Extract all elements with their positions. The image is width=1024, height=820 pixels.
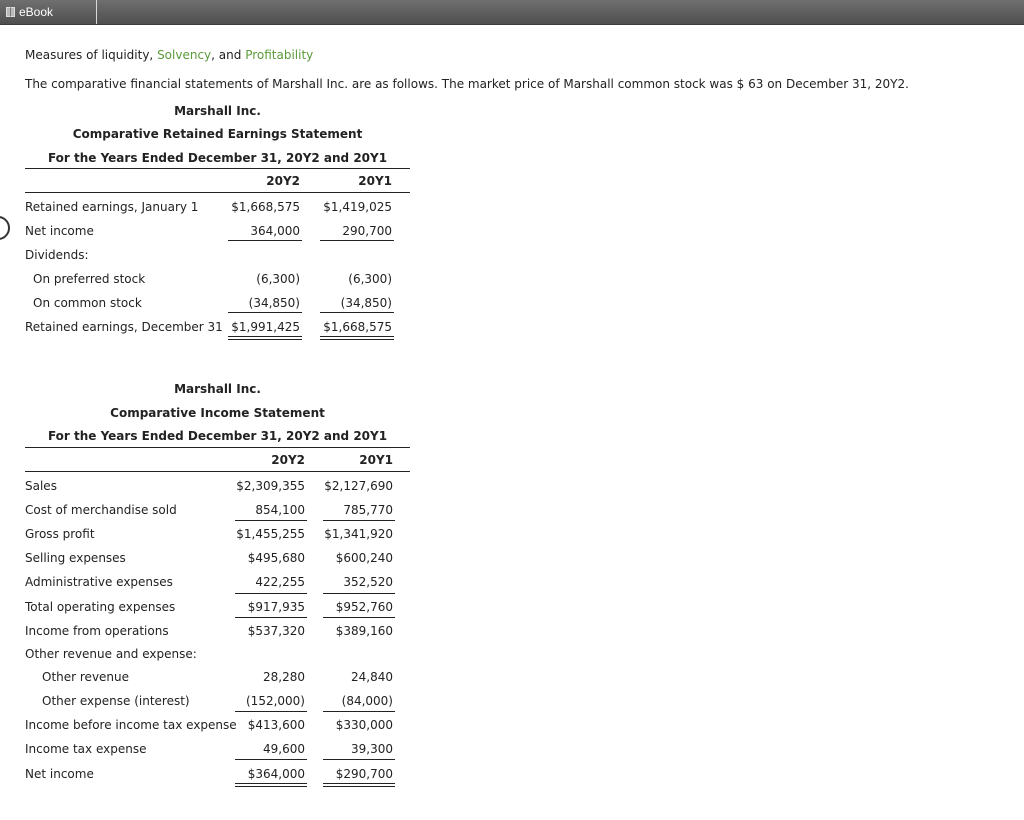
value-col-2: $952,760 xyxy=(335,600,393,614)
row-label: Net income xyxy=(25,224,94,238)
income-title: Comparative Income Statement xyxy=(110,406,325,420)
income-rule xyxy=(235,520,307,521)
retained-rule xyxy=(228,240,302,241)
income-rule xyxy=(323,593,395,594)
intro-text: The comparative financial statements of Marshall Inc. are as follows. The market price of Marshall common stock was $ 63 on December 31, 20Y2. xyxy=(25,77,909,91)
title-part-liquidity: Measures of liquidity, xyxy=(25,48,158,62)
value-col-2: (84,000) xyxy=(341,694,393,708)
value-col-1: 364,000 xyxy=(250,224,300,238)
ebook-tab[interactable] xyxy=(0,0,97,24)
title-link-profitability[interactable]: Profitability xyxy=(245,48,314,62)
value-col-2: $330,000 xyxy=(335,718,393,732)
value-col-2: 352,520 xyxy=(343,575,393,589)
ebook-tab-label: eBook xyxy=(19,5,54,19)
value-col-1: 854,100 xyxy=(255,503,305,517)
row-label: Administrative expenses xyxy=(25,575,173,589)
row-label: Income tax expense xyxy=(25,742,147,756)
value-col-2: (34,850) xyxy=(340,296,392,310)
income-period: For the Years Ended December 31, 20Y2 and 20Y1 xyxy=(47,429,388,443)
income-col-20y1: 20Y1 xyxy=(359,453,393,467)
value-col-1: 49,600 xyxy=(263,742,305,756)
row-label: Gross profit xyxy=(25,527,95,541)
retained-col-20y2: 20Y2 xyxy=(266,174,300,188)
income-rule xyxy=(323,617,395,618)
title-part-and: , and xyxy=(211,48,246,62)
row-label: Cost of merchandise sold xyxy=(25,503,177,517)
row-label: Other revenue xyxy=(42,670,130,684)
retained-colhead-rule xyxy=(25,192,410,193)
income-rule xyxy=(235,617,307,618)
income-rule xyxy=(323,759,395,760)
scroll-handle-circle[interactable] xyxy=(0,216,10,240)
value-col-2: $1,341,920 xyxy=(324,527,393,541)
value-col-1: $917,935 xyxy=(247,600,305,614)
book-icon xyxy=(6,7,15,17)
value-col-1: (152,000) xyxy=(246,694,305,708)
value-col-2: $600,240 xyxy=(335,551,393,565)
income-rule xyxy=(323,520,395,521)
value-col-2: 785,770 xyxy=(343,503,393,517)
income-colhead-rule xyxy=(25,471,410,472)
retained-rule xyxy=(320,240,394,241)
row-label: Retained earnings, December 31 xyxy=(25,320,223,334)
retained-period: For the Years Ended December 31, 20Y2 and 20Y1 xyxy=(47,151,388,165)
income-rule xyxy=(323,711,395,712)
retained-header-rule xyxy=(25,168,410,169)
value-col-2: $389,160 xyxy=(335,624,393,638)
value-col-2: 39,300 xyxy=(351,742,393,756)
income-col-20y2: 20Y2 xyxy=(271,453,305,467)
retained-double-rule xyxy=(228,336,302,340)
row-label: Selling expenses xyxy=(25,551,126,565)
income-rule xyxy=(235,593,307,594)
value-col-1: (6,300) xyxy=(256,272,300,286)
retained-company: Marshall Inc. xyxy=(174,104,261,118)
value-col-1: $1,991,425 xyxy=(231,320,300,334)
value-col-1: $364,000 xyxy=(247,767,305,781)
value-col-1: $495,680 xyxy=(247,551,305,565)
value-col-1: (34,850) xyxy=(248,296,300,310)
value-col-2: $2,127,690 xyxy=(324,479,393,493)
retained-double-rule xyxy=(320,336,394,340)
row-label: Other revenue and expense: xyxy=(25,647,197,661)
value-col-2: (6,300) xyxy=(348,272,392,286)
retained-rule xyxy=(320,312,394,313)
row-label: Total operating expenses xyxy=(25,600,176,614)
income-double-rule xyxy=(323,783,395,787)
problem-title xyxy=(25,48,313,62)
title-link-solvency[interactable]: Solvency xyxy=(157,48,212,62)
row-label: Other expense (interest) xyxy=(42,694,190,708)
value-col-1: 422,255 xyxy=(255,575,305,589)
row-label: On common stock xyxy=(33,296,142,310)
retained-title: Comparative Retained Earnings Statement xyxy=(72,127,363,141)
row-label: Net income xyxy=(25,767,94,781)
retained-rule xyxy=(228,312,302,313)
retained-col-20y1: 20Y1 xyxy=(358,174,392,188)
income-rule xyxy=(235,759,307,760)
value-col-2: $290,700 xyxy=(335,767,393,781)
value-col-2: $1,668,575 xyxy=(323,320,392,334)
row-label: On preferred stock xyxy=(33,272,146,286)
row-label: Sales xyxy=(25,479,57,493)
value-col-1: $1,455,255 xyxy=(236,527,305,541)
income-header-rule xyxy=(25,447,410,448)
income-company: Marshall Inc. xyxy=(174,382,261,396)
income-rule xyxy=(235,711,307,712)
value-col-1: $537,320 xyxy=(247,624,305,638)
value-col-1: $2,309,355 xyxy=(236,479,305,493)
top-bar xyxy=(0,0,1024,25)
value-col-1: $1,668,575 xyxy=(231,200,300,214)
value-col-2: 290,700 xyxy=(342,224,392,238)
row-label: Income from operations xyxy=(25,624,169,638)
income-double-rule xyxy=(235,783,307,787)
value-col-2: $1,419,025 xyxy=(323,200,392,214)
value-col-1: $413,600 xyxy=(247,718,305,732)
row-label: Retained earnings, January 1 xyxy=(25,200,199,214)
row-label: Dividends: xyxy=(25,248,89,262)
value-col-2: 24,840 xyxy=(351,670,393,684)
row-label: Income before income tax expense xyxy=(25,718,237,732)
value-col-1: 28,280 xyxy=(263,670,305,684)
